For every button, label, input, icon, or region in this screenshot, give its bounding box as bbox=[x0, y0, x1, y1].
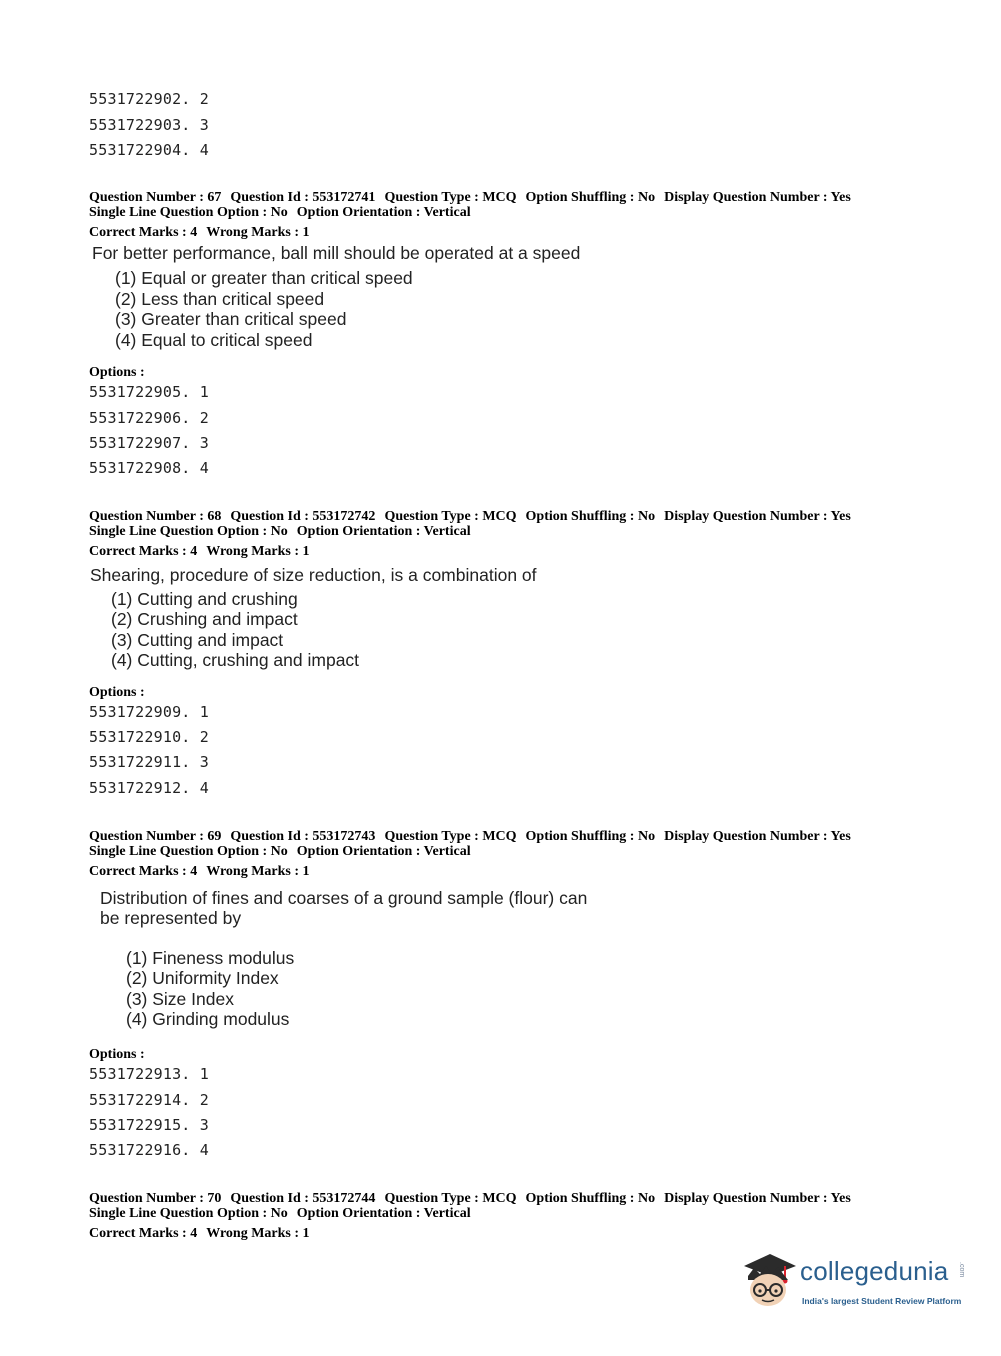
answer-choice: (1) Fineness modulus bbox=[126, 948, 295, 968]
answer-choice: (3) Cutting and impact bbox=[111, 630, 284, 650]
question-text: Distribution of fines and coarses of a ground sample (flour) can bbox=[100, 888, 588, 908]
question-meta-row: Single Line Question Option : No Option Orientation : Vertical bbox=[89, 1206, 471, 1221]
logo-domain: .com bbox=[958, 1262, 965, 1278]
question-marks: Correct Marks : 4 Wrong Marks : 1 bbox=[89, 1226, 310, 1241]
answer-choice: (3) Greater than critical speed bbox=[115, 309, 347, 329]
option-line: 5531722903. 3 bbox=[89, 116, 209, 134]
option-line: 5531722906. 2 bbox=[89, 409, 209, 427]
question-meta-row: Single Line Question Option : No Option Orientation : Vertical bbox=[89, 205, 471, 220]
question-meta-row: Single Line Question Option : No Option Orientation : Vertical bbox=[89, 844, 471, 859]
answer-choice: (3) Size Index bbox=[126, 989, 234, 1009]
options-label: Options : bbox=[89, 365, 145, 380]
answer-choice: (4) Cutting, crushing and impact bbox=[111, 650, 360, 670]
option-line: 5531722913. 1 bbox=[89, 1065, 209, 1083]
option-line: 5531722916. 4 bbox=[89, 1141, 209, 1159]
option-line: 5531722907. 3 bbox=[89, 434, 209, 452]
question-marks: Correct Marks : 4 Wrong Marks : 1 bbox=[89, 225, 310, 240]
question-meta-row: Question Number : 69 Question Id : 553172743 Question Type : MCQ Option Shuffling : No Display Question Number : Yes bbox=[89, 829, 851, 844]
logo-wordmark: collegedunia bbox=[800, 1256, 949, 1286]
logo-tagline: India's largest Student Review Platform bbox=[802, 1296, 962, 1306]
answer-choice: (1) Cutting and crushing bbox=[111, 589, 298, 609]
mascot-icon bbox=[740, 1250, 798, 1312]
options-label: Options : bbox=[89, 1047, 145, 1062]
question-meta-row: Question Number : 67 Question Id : 553172741 Question Type : MCQ Option Shuffling : No Display Question Number : Yes bbox=[89, 190, 851, 205]
option-line: 5531722908. 4 bbox=[89, 459, 209, 477]
option-line: 5531722912. 4 bbox=[89, 779, 209, 797]
collegedunia-logo bbox=[740, 1250, 970, 1316]
answer-choice: (4) Equal to critical speed bbox=[115, 330, 313, 350]
option-line: 5531722911. 3 bbox=[89, 753, 209, 771]
option-line: 5531722914. 2 bbox=[89, 1091, 209, 1109]
option-line: 5531722915. 3 bbox=[89, 1116, 209, 1134]
option-line: 5531722909. 1 bbox=[89, 703, 209, 721]
answer-choice: (2) Uniformity Index bbox=[126, 968, 279, 988]
question-meta-row: Question Number : 68 Question Id : 553172742 Question Type : MCQ Option Shuffling : No Display Question Number : Yes bbox=[89, 509, 851, 524]
option-line: 5531722902. 2 bbox=[89, 90, 209, 108]
answer-choice: (4) Grinding modulus bbox=[126, 1009, 290, 1029]
question-meta-row: Single Line Question Option : No Option Orientation : Vertical bbox=[89, 524, 471, 539]
answer-choice: (1) Equal or greater than critical speed bbox=[115, 268, 413, 288]
question-meta-row: Question Number : 70 Question Id : 553172744 Question Type : MCQ Option Shuffling : No Display Question Number : Yes bbox=[89, 1191, 851, 1206]
answer-choice: (2) Crushing and impact bbox=[111, 609, 298, 629]
option-line: 5531722905. 1 bbox=[89, 383, 209, 401]
question-marks: Correct Marks : 4 Wrong Marks : 1 bbox=[89, 864, 310, 879]
question-text: Shearing, procedure of size reduction, is a combination of bbox=[90, 565, 537, 585]
question-text: For better performance, ball mill should be operated at a speed bbox=[92, 243, 581, 263]
option-line: 5531722904. 4 bbox=[89, 141, 209, 159]
option-line: 5531722910. 2 bbox=[89, 728, 209, 746]
question-text: be represented by bbox=[100, 908, 242, 928]
answer-choice: (2) Less than critical speed bbox=[115, 289, 325, 309]
options-label: Options : bbox=[89, 685, 145, 700]
question-marks: Correct Marks : 4 Wrong Marks : 1 bbox=[89, 544, 310, 559]
